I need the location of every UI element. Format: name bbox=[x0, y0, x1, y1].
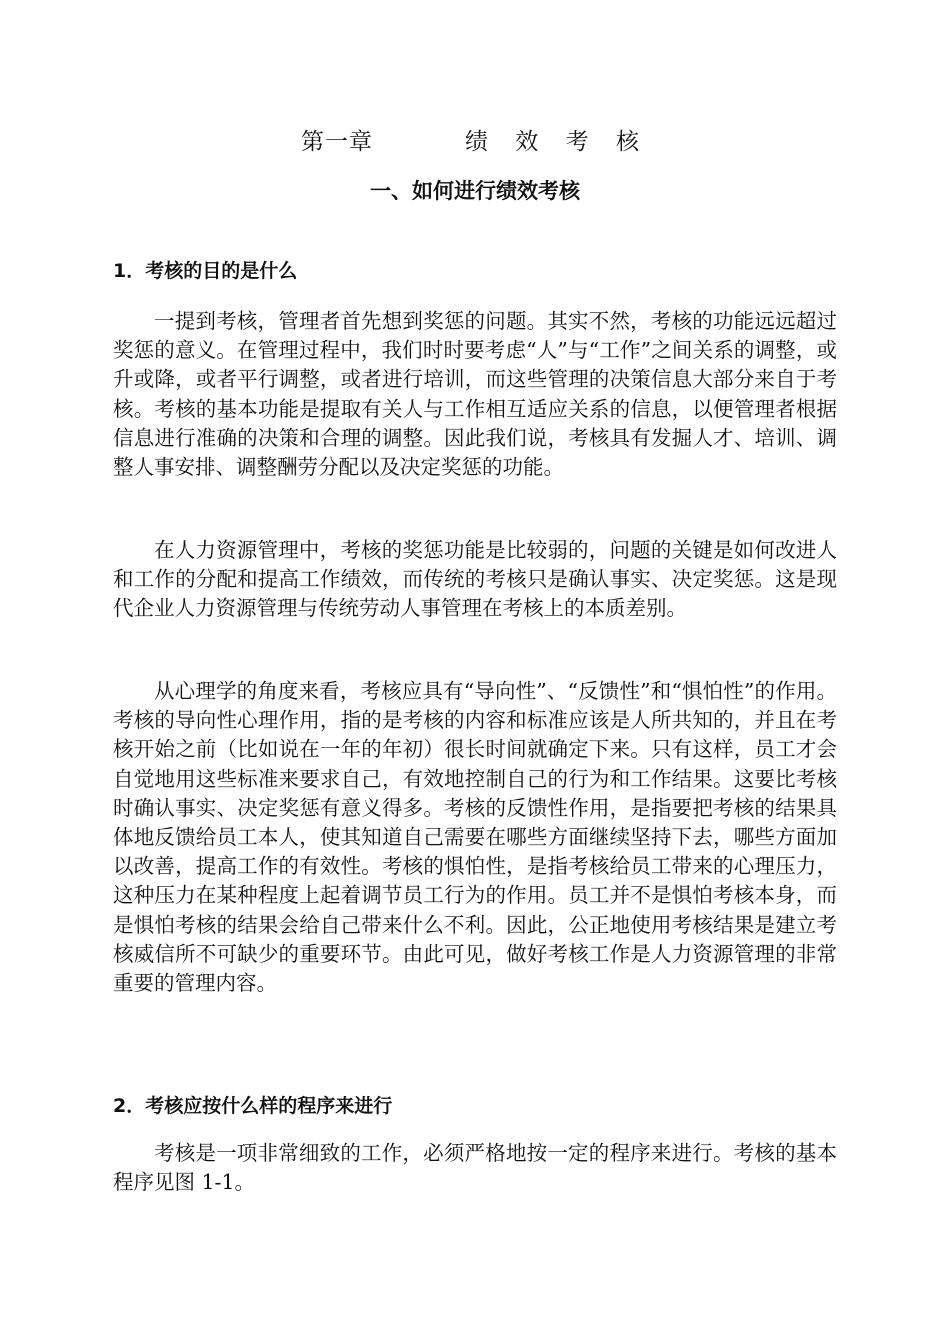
section-title: 一、如何进行绩效考核 bbox=[370, 179, 580, 203]
chapter-label: 第一章 bbox=[301, 129, 374, 155]
body-paragraph: 在人力资源管理中，考核的奖惩功能是比较弱的，问题的关键是如何改进人和工作的分配和提高工作绩效，而传统的考核只是确认事实、决定奖惩。这是现代企业人力资源管理与传统劳动人事管理在考核上的本质差别。 bbox=[113, 538, 837, 621]
subsection-heading: 2．考核应按什么样的程序来进行 bbox=[113, 1095, 393, 1117]
chapter-title bbox=[0, 124, 950, 160]
body-paragraph: 一提到考核，管理者首先想到奖惩的问题。其实不然，考核的功能远远超过奖惩的意义。在管理过程中，我们时时要考虑“人”与“工作”之间关系的调整，或升或降，或者平行调整，或者进行培训，而这些管理的决策信息大部分来自于考核。考核的基本功能是提取有关人与工作相互适应关系的信息，以便管理者根据信息进行准确的决策和合理的调整。因此我们说，考核具有发掘人才、培训、调整人事安排、调整酬劳分配以及决定奖惩的功能。 bbox=[113, 309, 837, 480]
body-paragraph: 从心理学的角度来看，考核应具有“导向性”、“反馈性”和“惧怕性”的作用。考核的导向性心理作用，指的是考核的内容和标准应该是人所共知的，并且在考核开始之前（比如说在一年的年初）很长时间就确定下来。只有这样，员工才会自觉地用这些标准来要求自己，有效地控制自己的行为和工作结果。这要比考核时确认事实、决定奖惩有意义得多。考核的反馈性作用，是指要把考核的结果具体地反馈给员工本人，使其知道自己需要在哪些方面继续坚持下去，哪些方面加以改善，提高工作的有效性。考核的惧怕性，是指考核给员工带来的心理压力，这种压力在某种程度上起着调节员工行为的作用。员工并不是惧怕考核本身，而是惧怕考核的结果会给自己带来什么不利。因此，公正地使用考核结果是建立考核威信所不可缺少的重要环节。由此可见，做好考核工作是人力资源管理的非常重要的管理内容。 bbox=[113, 679, 837, 996]
body-paragraph: 考核是一项非常细致的工作，必须严格地按一定的程序来进行。考核的基本程序见图 1-1。 bbox=[113, 1141, 837, 1195]
subsection-heading: 1．考核的目的是什么 bbox=[113, 260, 298, 282]
chapter-name: 绩 效 考 核 bbox=[465, 129, 649, 155]
